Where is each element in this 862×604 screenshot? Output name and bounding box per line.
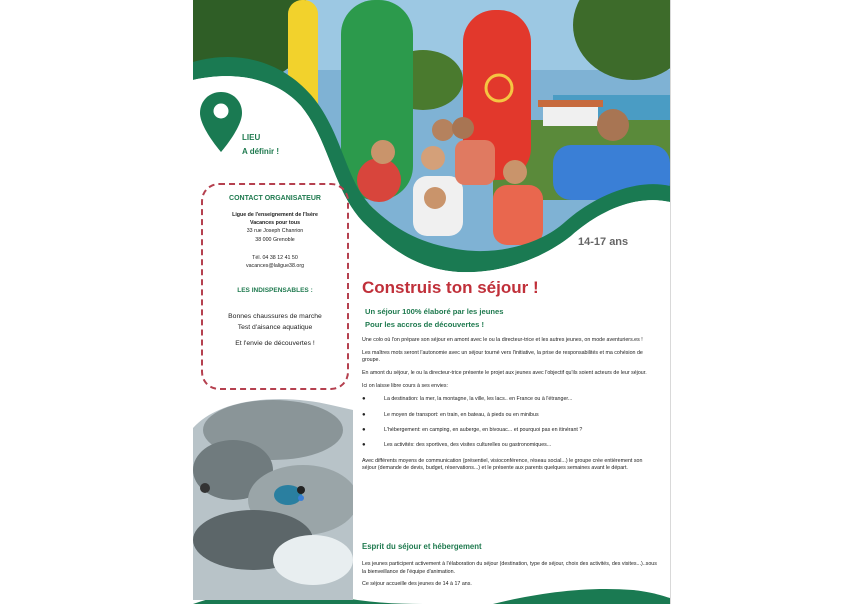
section-title: Esprit du séjour et hébergement [362, 542, 482, 551]
closing-paragraph: Avec différents moyens de communication (présentiel, visioconférence, réseau social...) le groupe crée entièrement son séjour (demande de devis, budget, réservations...) et le présente aux parents quelques semaines avant le départ. [362, 457, 643, 472]
bullet-icon: ● [362, 442, 366, 449]
location-value: A définir ! [242, 147, 280, 156]
subtitle-line2: Pour les accros de découvertes ! [365, 319, 485, 329]
contact-org-subtitle: Vacances pour tous [249, 220, 301, 227]
location-block [242, 131, 279, 159]
list-item: ● L'hébergement: en camping, en auberge, en bivouac... et pourquoi pas en itinérant ? [362, 426, 583, 433]
age-range: 14-17 ans [578, 236, 629, 248]
contact-phone: Tél. 04 38 12 41 50 [252, 254, 298, 261]
list-item: ● La destination: la mer, la montagne, la ville, les lacs.. en France ou à l'étranger... [362, 396, 573, 403]
bullet-icon: ● [362, 426, 366, 433]
body-paragraph: Une colo où l'on prépare son séjour en amont avec le ou la directeur-trice et les autres jeunes, on mode aventuriers.es ! [362, 337, 643, 343]
map-pin-icon [200, 92, 242, 152]
main-body [362, 337, 658, 478]
contact-address-line2: 38 000 Grenoble [255, 236, 295, 243]
contact-org-name: Ligue de l'enseignement de l'Isère [232, 212, 318, 218]
contact-email: vacances@laligue38.org [245, 263, 305, 270]
body-paragraph: Les jeunes participent activement à l'élaboration du séjour (destination, type de séjour, choix des activités, des visites...)..sous la bienveillance de l'équipe d'animation. [362, 561, 657, 575]
body-paragraph: Ici on laisse libre cours à ses envies: [362, 383, 448, 390]
subtitle-line1: Un séjour 100% élaboré par les jeunes [365, 307, 504, 316]
body-paragraph: Ce séjour accueille des jeunes de 14 à 17 ans. [362, 581, 472, 588]
bullet-icon: ● [362, 411, 366, 418]
bullet-icon: ● [362, 396, 366, 403]
brochure-page [193, 0, 671, 604]
spirit-body [362, 561, 658, 594]
canyoning-photo [193, 395, 358, 604]
contact-address-line1: 33 rue Joseph Chanrion [246, 228, 304, 235]
list-item: ● Le moyen de transport: en train, en bateau, à pieds ou en minibus [362, 411, 539, 418]
contact-title: CONTACT ORGANISATEUR [229, 195, 321, 202]
location-label: LIEU [242, 133, 261, 142]
ideas-list [362, 396, 658, 450]
contact-box [201, 183, 349, 390]
main-title: Construis ton séjour ! [362, 278, 539, 297]
body-paragraph: Les maîtres mots seront l'autonomie avec un séjour tourné vers l'initiative, la prise de responsabilités et ma cohésion de groupe. [362, 349, 643, 364]
essentials-title: LES INDISPENSABLES : [237, 287, 313, 295]
essentials-item: Et l'envie de découvertes ! [235, 340, 315, 348]
subtitle-block [365, 306, 503, 331]
body-paragraph: En amont du séjour, le ou la directeur-trice présente le projet aux jeunes avec l'objectif qu'ils soient acteurs de leur séjour. [362, 370, 647, 377]
essentials-item: Test d'aisance aquatique [237, 323, 313, 331]
list-item: ● Les activités: des sportives, des visites culturelles ou gastronomiques... [362, 442, 552, 449]
essentials-item: Bonnes chaussures de marche [228, 313, 322, 321]
